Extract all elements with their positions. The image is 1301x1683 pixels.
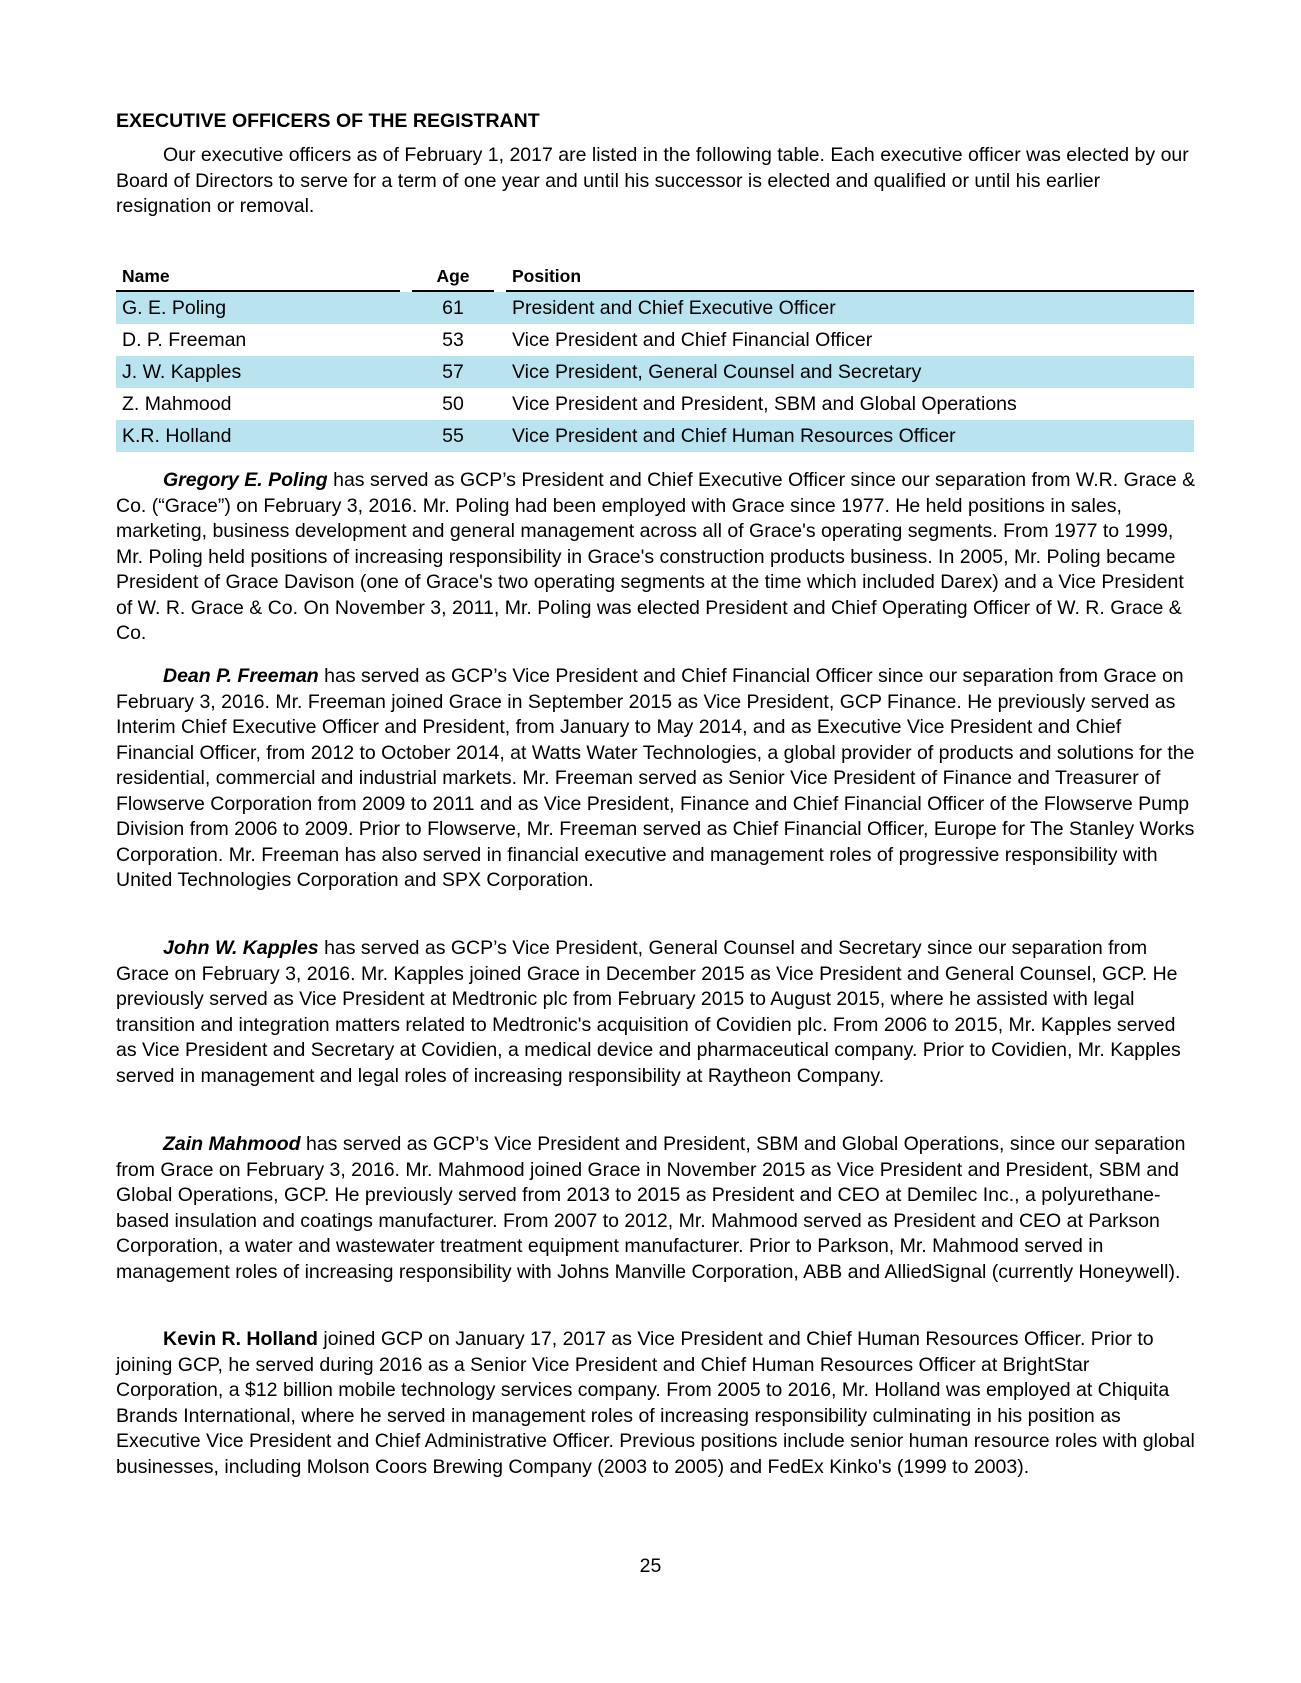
header-age: Age bbox=[412, 263, 494, 292]
table-header-row bbox=[116, 263, 1194, 292]
officer-position: Vice President and Chief Human Resources Officer bbox=[506, 420, 1194, 452]
header-name: Name bbox=[116, 263, 400, 292]
officer-age: 61 bbox=[412, 292, 494, 324]
officer-name: G. E. Poling bbox=[116, 292, 400, 324]
bio-text: has served as GCP’s Vice President and President, SBM and Global Operations, since our separation from Grace on February 3, 2016. Mr. Mahmood joined Grace in November 2015 as Vice President and President, SBM and Global Operations, GCP. He previously served from 2013 to 2015 as President and CEO at Demilec Inc., a polyurethane-based insulation and coatings manufacturer. From 2007 to 2012, Mr. Mahmood served as President and CEO at Parkson Corporation, a water and wastewater treatment equipment manufacturer. Prior to Parkson, Mr. Mahmood served in management roles of increasing responsibility with Johns Manville Corporation, ABB and AlliedSignal (currently Honeywell). bbox=[116, 1133, 1186, 1283]
intro-paragraph: Our executive officers as of February 1, 2017 are listed in the following table. Each executive officer was elected by our Board of Directors to serve for a term of one year and until his successor is elected and qualified or until his earlier resignation or removal. bbox=[116, 144, 1189, 217]
officer-position: Vice President and Chief Financial Officer bbox=[512, 328, 873, 351]
table-row bbox=[116, 388, 1194, 420]
officer-age: 57 bbox=[412, 356, 494, 388]
table-row bbox=[116, 292, 1194, 324]
bio-paragraph-mahmood bbox=[116, 1132, 1196, 1285]
bio-name: Zain Mahmood bbox=[163, 1133, 301, 1155]
bio-name: Kevin R. Holland bbox=[163, 1328, 318, 1350]
officer-position: Vice President and President, SBM and Global Operations bbox=[512, 392, 1017, 415]
table-row bbox=[116, 420, 1194, 452]
bio-text: has served as GCP’s Vice President, General Counsel and Secretary since our separation from Grace on February 3, 2016. Mr. Kapples joined Grace in December 2015 as Vice President and General Counsel, GCP. He previously served as Vice President at Medtronic plc from February 2015 to August 2015, where he assisted with legal transition and integration matters related to Medtronic's acquisition of Covidien plc. From 2006 to 2015, Mr. Kapples served as Vice President and Secretary at Covidien, a medical device and pharmaceutical company. Prior to Covidien, Mr. Kapples served in management and legal roles of increasing responsibility at Raytheon Company. bbox=[116, 937, 1181, 1087]
officer-age: 55 bbox=[412, 420, 494, 452]
officer-name: K.R. Holland bbox=[116, 420, 400, 452]
bio-name: Dean P. Freeman bbox=[163, 665, 319, 687]
officer-age: 50 bbox=[442, 392, 464, 415]
bio-name: Gregory E. Poling bbox=[163, 469, 328, 491]
bio-text: has served as GCP’s Vice President and Chief Financial Officer since our separation from Grace on February 3, 2016. Mr. Freeman joined Grace in September 2015 as Vice President, GCP Finance. He previously served as Interim Chief Executive Officer and President, from January to May 2014, and as Executive Vice President and Chief Financial Officer, from 2012 to October 2014, at Watts Water Technologies, a global provider of products and solutions for the residential, commercial and industrial markets. Mr. Freeman served as Senior Vice President of Finance and Treasurer of Flowserve Corporation from 2009 to 2011 and as Vice President, Finance and Chief Financial Officer of the Flowserve Pump Division from 2006 to 2009. Prior to Flowserve, Mr. Freeman served as Chief Financial Officer, Europe for The Stanley Works Corporation. Mr. Freeman has also served in financial executive and management roles of progressive responsibility with United Technologies Corporation and SPX Corporation. bbox=[116, 665, 1195, 891]
table-row bbox=[116, 356, 1194, 388]
officer-name: Z. Mahmood bbox=[122, 392, 232, 415]
bio-paragraph-kapples bbox=[116, 936, 1196, 1089]
bio-paragraph-freeman bbox=[116, 664, 1196, 894]
officer-name: J. W. Kapples bbox=[116, 356, 400, 388]
bio-paragraph-poling bbox=[116, 468, 1196, 647]
bio-paragraph-holland bbox=[116, 1327, 1196, 1480]
officer-position: President and Chief Executive Officer bbox=[506, 292, 1194, 324]
page-number: 25 bbox=[639, 1555, 662, 1577]
bio-text: has served as GCP’s President and Chief Executive Officer since our separation from W.R. Grace & Co. (“Grace”) on February 3, 2016. Mr. Poling had been employed with Grace since 1977. He held positions in sales, marketing, business development and general management across all of Grace's operating segments. From 1977 to 1999, Mr. Poling held positions of increasing responsibility in Grace's construction products business. In 2005, Mr. Poling became President of Grace Davison (one of Grace's two operating segments at the time which included Darex) and a Vice President of W. R. Grace & Co. On November 3, 2011, Mr. Poling was elected President and Chief Operating Officer of W. R. Grace & Co. bbox=[116, 469, 1196, 644]
officers-table bbox=[116, 263, 1194, 452]
table-row bbox=[116, 324, 1194, 356]
officer-age: 53 bbox=[442, 328, 464, 351]
bio-text: joined GCP on January 17, 2017 as Vice President and Chief Human Resources Officer. Prior to joining GCP, he served during 2016 as a Senior Vice President and Chief Human Resources Officer at BrightStar Corporation, a $12 billion mobile technology services company. From 2005 to 2016, Mr. Holland was employed at Chiquita Brands International, where he served in management roles of increasing responsibility culminating in his position as Executive Vice President and Chief Administrative Officer. Previous positions include senior human resource roles with global businesses, including Molson Coors Brewing Company (2003 to 2005) and FedEx Kinko's (1999 to 2003). bbox=[116, 1328, 1195, 1478]
section-heading: EXECUTIVE OFFICERS OF THE REGISTRANT bbox=[116, 110, 540, 132]
officer-name: D. P. Freeman bbox=[122, 328, 247, 351]
bio-name: John W. Kapples bbox=[163, 937, 319, 959]
header-position: Position bbox=[506, 263, 1194, 292]
officer-position: Vice President, General Counsel and Secretary bbox=[506, 356, 1194, 388]
